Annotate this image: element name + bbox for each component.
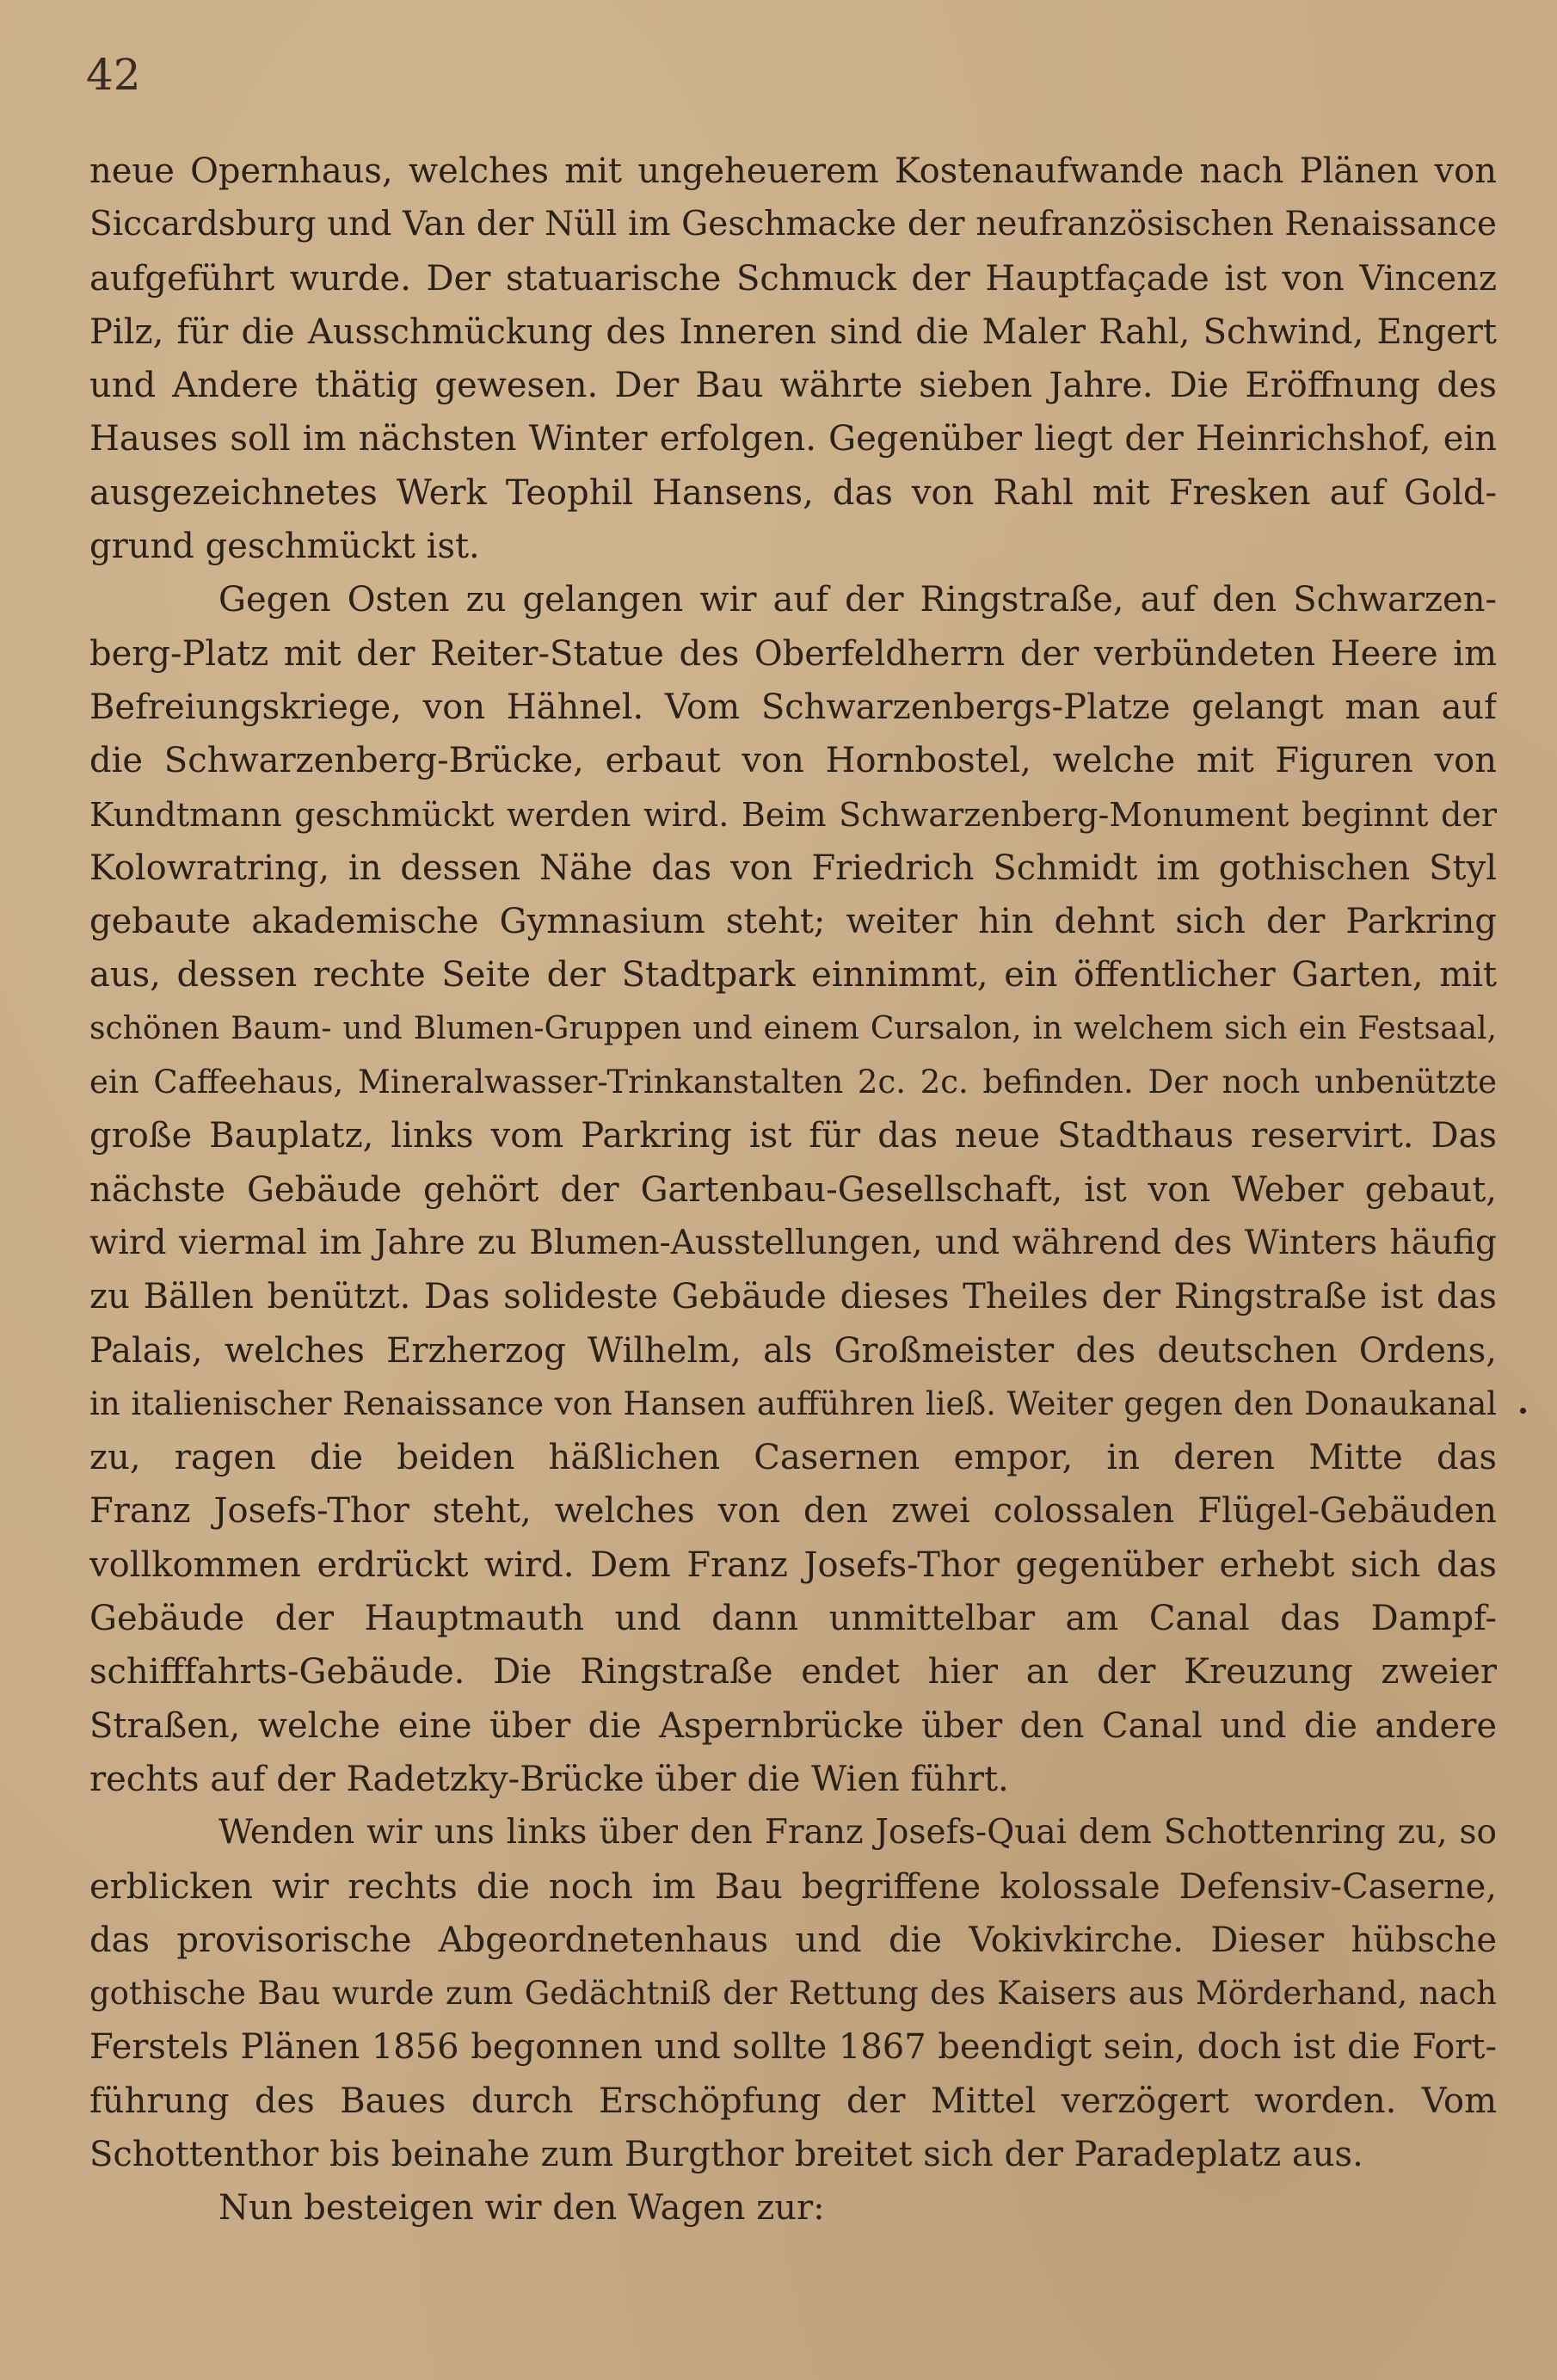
text-line: zu, ragen die beiden häßlichen Casernen empor, in deren Mitte das [89, 1438, 1497, 1478]
text-line: schifffahrts-Gebäude. Die Ringstraße endet hier an der Kreuzung zweier [89, 1652, 1497, 1693]
text-line: Nun besteigen wir den Wagen zur: [218, 2188, 825, 2229]
text-line: Befreiungskriege, von Hähnel. Vom Schwarzenbergs-Platze gelangt man auf [89, 687, 1497, 727]
text-line: die Schwarzenberg-Brücke, erbaut von Hornbostel, welche mit Figuren von [89, 741, 1497, 781]
body-text [89, 145, 1497, 2235]
text-line: Ferstels Plänen 1856 begonnen und sollte 1867 beendigt sein, doch ist die Fort- [89, 2027, 1497, 2068]
text-line: erblicken wir rechts die noch im Bau begriffene kolossale Defensiv-Caserne, [89, 1866, 1497, 1907]
paragraph [89, 145, 1497, 573]
paragraph [89, 573, 1497, 1806]
text-line: nächste Gebäude gehört der Gartenbau-Gesellschaft, ist von Weber gebaut, [89, 1169, 1497, 1210]
text-line: Wenden wir uns links über den Franz Josefs-Quai dem Schottenring zu, so [218, 1813, 1497, 1853]
text-line: Franz Josefs-Thor steht, welches von den zwei colossalen Flügel-Gebäuden [89, 1491, 1497, 1532]
text-line: Gebäude der Hauptmauth und dann unmittelbar am Canal das Dampf- [89, 1599, 1497, 1639]
text-line: rechts auf der Radetzky-Brücke über die Wien führt. [89, 1759, 1009, 1799]
text-line: führung des Baues durch Erschöpfung der Mittel verzögert worden. Vom [89, 2081, 1497, 2121]
paragraph [89, 1806, 1497, 2181]
text-line: in italienischer Renaissance von Hansen aufführen ließ. Weiter gegen den Donaukanal [89, 1384, 1497, 1422]
text-line: berg-Platz mit der Reiter-Statue des Oberfeldherrn der verbündeten Heere im [89, 633, 1497, 674]
text-line: ausgezeichnetes Werk Teophil Hansens, das von Rahl mit Fresken auf Gold- [89, 472, 1497, 513]
text-line: das provisorische Abgeordnetenhaus und die Vokivkirche. Dieser hübsche [89, 1920, 1497, 1960]
text-line: wird viermal im Jahre zu Blumen-Ausstellungen, und während des Winters häufig [89, 1223, 1497, 1262]
text-line: grund geschmückt ist. [89, 527, 480, 567]
text-line: Siccardsburg und Van der Nüll im Geschmacke der neufranzösischen Renaissance [89, 205, 1497, 244]
text-line: Hauses soll im nächsten Winter erfolgen. Gegenüber liegt der Heinrichshof, ein [89, 419, 1497, 459]
text-line: Schottenthor bis beinahe zum Burgthor breitet sich der Paradeplatz aus. [89, 2134, 1363, 2174]
text-line: gothische Bau wurde zum Gedächtniß der Rettung des Kaisers aus Mörderhand, nach [89, 1975, 1497, 2013]
text-line: große Bauplatz, links vom Parkring ist für das neue Stadthaus reservirt. Das [89, 1116, 1497, 1156]
text-line: Pilz, für die Ausschmückung des Inneren sind die Maler Rahl, Schwind, Engert [89, 311, 1497, 352]
page-number: 42 [86, 50, 141, 100]
text-line: Palais, welches Erzherzog Wilhelm, als Großmeister des deutschen Ordens, [89, 1330, 1497, 1371]
print-speck [1520, 1408, 1526, 1414]
text-line: ein Caffeehaus, Mineralwasser-Trinkanstalten 2c. 2c. befinden. Der noch unbenützte [89, 1064, 1497, 1101]
text-line: Kundtmann geschmückt werden wird. Beim Schwarzenberg-Monument beginnt der [89, 795, 1497, 834]
text-line: neue Opernhaus, welches mit ungeheuerem Kostenaufwande nach Plänen von [89, 151, 1497, 191]
text-line: Gegen Osten zu gelangen wir auf der Ringstraße, auf den Schwarzen- [218, 580, 1497, 620]
text-line: Kolowratring, in dessen Nähe das von Friedrich Schmidt im gothischen Styl [89, 848, 1497, 888]
text-line: aufgeführt wurde. Der statuarische Schmuck der Hauptfaçade ist von Vincenz [89, 258, 1497, 299]
text-line: Straßen, welche eine über die Aspernbrücke über den Canal und die andere [89, 1705, 1497, 1746]
text-line: und Andere thätig gewesen. Der Bau währte sieben Jahre. Die Eröffnung des [89, 366, 1497, 406]
text-line: schönen Baum- und Blumen-Gruppen und einem Cursalon, in welchem sich ein Festsaal, [89, 1010, 1497, 1046]
text-line: vollkommen erdrückt wird. Dem Franz Josefs-Thor gegenüber erhebt sich das [89, 1545, 1497, 1585]
text-line: zu Bällen benützt. Das solideste Gebäude dieses Theiles der Ringstraße ist das [89, 1277, 1497, 1317]
text-line: gebaute akademische Gymnasium steht; weiter hin dehnt sich der Parkring [89, 902, 1497, 942]
text-line: aus, dessen rechte Seite der Stadtpark einnimmt, ein öffentlicher Garten, mit [89, 955, 1497, 996]
paragraph [89, 2181, 1497, 2235]
